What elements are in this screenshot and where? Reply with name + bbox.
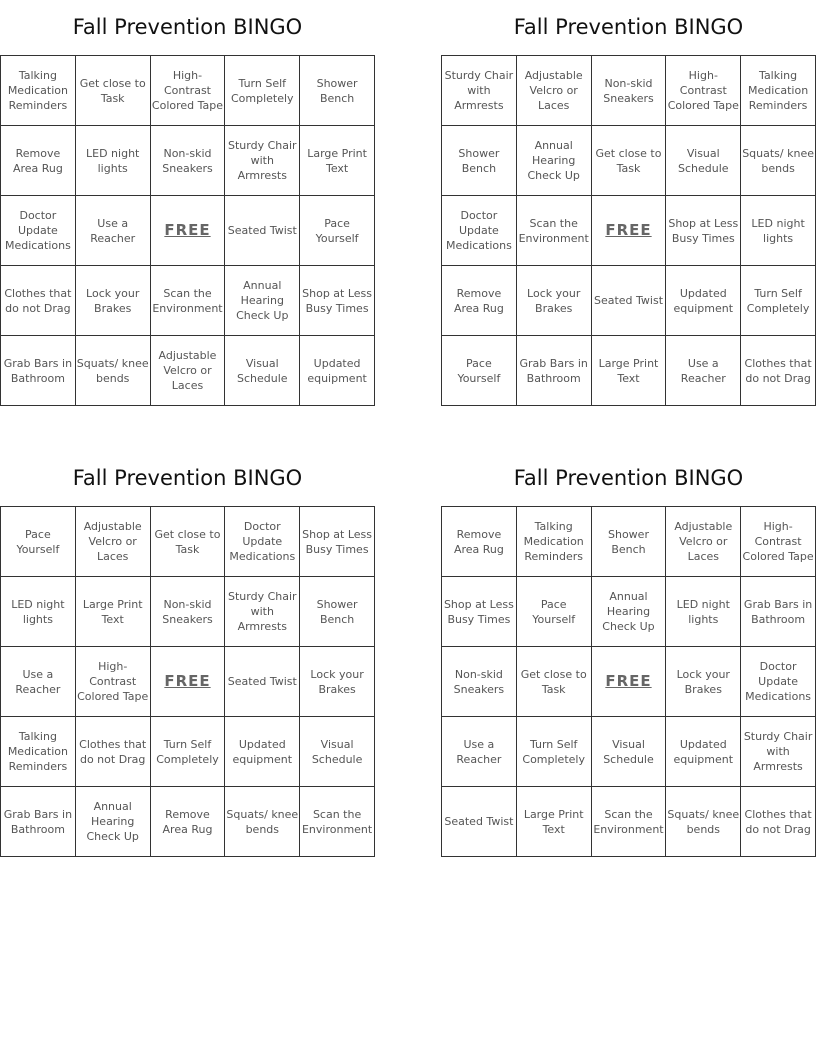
bingo-cell: Seated Twist (592, 266, 667, 336)
bingo-cell: Scan the Environment (592, 787, 667, 857)
bingo-cell: Talking Medication Reminders (741, 56, 816, 126)
bingo-cell: Talking Medication Reminders (517, 507, 592, 577)
bingo-cell: Grab Bars in Bathroom (1, 336, 76, 406)
bingo-cell: Clothes that do not Drag (76, 717, 151, 787)
bingo-cell: Doctor Update Medications (741, 647, 816, 717)
bingo-cell: Seated Twist (225, 647, 300, 717)
bingo-cell: Non-skid Sneakers (592, 56, 667, 126)
bingo-cell: Turn Self Completely (151, 717, 226, 787)
bingo-cell: High-Contrast Colored Tape (151, 56, 226, 126)
bingo-cell: Turn Self Completely (517, 717, 592, 787)
bingo-grid (441, 55, 816, 406)
free-space-cell: FREE (151, 196, 226, 266)
bingo-card-3 (0, 451, 375, 857)
bingo-cell: LED night lights (666, 577, 741, 647)
bingo-cell: Get close to Task (76, 56, 151, 126)
bingo-cell: Shower Bench (300, 56, 375, 126)
bingo-cell: Shop at Less Busy Times (300, 266, 375, 336)
free-space-cell: FREE (151, 647, 226, 717)
card-title: Fall Prevention BINGO (72, 466, 303, 490)
bingo-cell: Seated Twist (442, 787, 517, 857)
bingo-cell: High-Contrast Colored Tape (76, 647, 151, 717)
bingo-cell: Talking Medication Reminders (1, 717, 76, 787)
bingo-grid (441, 506, 816, 857)
bingo-cell: Grab Bars in Bathroom (517, 336, 592, 406)
bingo-grid (0, 55, 375, 406)
bingo-cell: LED night lights (1, 577, 76, 647)
bingo-cell: LED night lights (741, 196, 816, 266)
bingo-cell: Visual Schedule (666, 126, 741, 196)
bingo-cell: Doctor Update Medications (442, 196, 517, 266)
bingo-cell: Remove Area Rug (442, 507, 517, 577)
bingo-cell: Sturdy Chair with Armrests (741, 717, 816, 787)
bingo-cell: Pace Yourself (300, 196, 375, 266)
bingo-cell: Get close to Task (151, 507, 226, 577)
bingo-cell: Get close to Task (592, 126, 667, 196)
bingo-cell: Squats/ knee bends (225, 787, 300, 857)
bingo-cell: Updated equipment (666, 717, 741, 787)
bingo-cell: Non-skid Sneakers (442, 647, 517, 717)
bingo-cell: Visual Schedule (592, 717, 667, 787)
bingo-cell: Annual Hearing Check Up (592, 577, 667, 647)
bingo-cell: Use a Reacher (666, 336, 741, 406)
bingo-cell: Use a Reacher (76, 196, 151, 266)
bingo-card-1 (0, 0, 375, 406)
bingo-cell: Large Print Text (76, 577, 151, 647)
bingo-cell: LED night lights (76, 126, 151, 196)
bingo-cell: Updated equipment (225, 717, 300, 787)
bingo-cell: Pace Yourself (442, 336, 517, 406)
bingo-cell: Non-skid Sneakers (151, 577, 226, 647)
bingo-cell: Annual Hearing Check Up (76, 787, 151, 857)
bingo-cell: Lock your Brakes (517, 266, 592, 336)
bingo-cell: Non-skid Sneakers (151, 126, 226, 196)
bingo-cell: Grab Bars in Bathroom (741, 577, 816, 647)
bingo-cell: Shop at Less Busy Times (666, 196, 741, 266)
bingo-cell: Large Print Text (592, 336, 667, 406)
bingo-cell: Doctor Update Medications (225, 507, 300, 577)
free-space-cell: FREE (592, 196, 667, 266)
bingo-cell: Remove Area Rug (1, 126, 76, 196)
bingo-cell: Visual Schedule (300, 717, 375, 787)
bingo-cell: Shop at Less Busy Times (442, 577, 517, 647)
bingo-cell: Turn Self Completely (225, 56, 300, 126)
bingo-cell: Shop at Less Busy Times (300, 507, 375, 577)
bingo-cell: High-Contrast Colored Tape (666, 56, 741, 126)
bingo-cell: Grab Bars in Bathroom (1, 787, 76, 857)
bingo-cell: Visual Schedule (225, 336, 300, 406)
bingo-cell: Scan the Environment (517, 196, 592, 266)
bingo-cell: Lock your Brakes (300, 647, 375, 717)
bingo-cell: Scan the Environment (151, 266, 226, 336)
bingo-cell: Shower Bench (592, 507, 667, 577)
bingo-cell: Sturdy Chair with Armrests (225, 126, 300, 196)
bingo-cell: Remove Area Rug (442, 266, 517, 336)
bingo-cell: Large Print Text (300, 126, 375, 196)
bingo-cell: Lock your Brakes (76, 266, 151, 336)
bingo-cell: Shower Bench (300, 577, 375, 647)
bingo-cell: Adjustable Velcro or Laces (517, 56, 592, 126)
bingo-cell: High-Contrast Colored Tape (741, 507, 816, 577)
bingo-cell: Get close to Task (517, 647, 592, 717)
bingo-cell: Use a Reacher (1, 647, 76, 717)
bingo-cell: Adjustable Velcro or Laces (76, 507, 151, 577)
bingo-cell: Annual Hearing Check Up (517, 126, 592, 196)
bingo-cell: Pace Yourself (1, 507, 76, 577)
bingo-grid (0, 506, 375, 857)
bingo-cell: Clothes that do not Drag (1, 266, 76, 336)
free-space-cell: FREE (592, 647, 667, 717)
card-title: Fall Prevention BINGO (513, 466, 744, 490)
bingo-cell: Clothes that do not Drag (741, 787, 816, 857)
bingo-cell: Seated Twist (225, 196, 300, 266)
bingo-cell: Remove Area Rug (151, 787, 226, 857)
card-title: Fall Prevention BINGO (72, 15, 303, 39)
bingo-cell: Pace Yourself (517, 577, 592, 647)
bingo-cell: Sturdy Chair with Armrests (225, 577, 300, 647)
bingo-cell: Clothes that do not Drag (741, 336, 816, 406)
bingo-cell: Turn Self Completely (741, 266, 816, 336)
card-title: Fall Prevention BINGO (513, 15, 744, 39)
bingo-cell: Large Print Text (517, 787, 592, 857)
bingo-cell: Adjustable Velcro or Laces (151, 336, 226, 406)
bingo-cell: Squats/ knee bends (76, 336, 151, 406)
bingo-cell: Sturdy Chair with Armrests (442, 56, 517, 126)
bingo-cell: Squats/ knee bends (666, 787, 741, 857)
bingo-cell: Scan the Environment (300, 787, 375, 857)
bingo-cell: Annual Hearing Check Up (225, 266, 300, 336)
bingo-cell: Doctor Update Medications (1, 196, 76, 266)
bingo-cell: Use a Reacher (442, 717, 517, 787)
bingo-card-2 (441, 0, 816, 406)
bingo-cell: Lock your Brakes (666, 647, 741, 717)
bingo-cell: Shower Bench (442, 126, 517, 196)
bingo-cell: Updated equipment (666, 266, 741, 336)
bingo-cell: Updated equipment (300, 336, 375, 406)
bingo-cell: Adjustable Velcro or Laces (666, 507, 741, 577)
bingo-card-4 (441, 451, 816, 857)
bingo-cell: Talking Medication Reminders (1, 56, 76, 126)
bingo-cell: Squats/ knee bends (741, 126, 816, 196)
